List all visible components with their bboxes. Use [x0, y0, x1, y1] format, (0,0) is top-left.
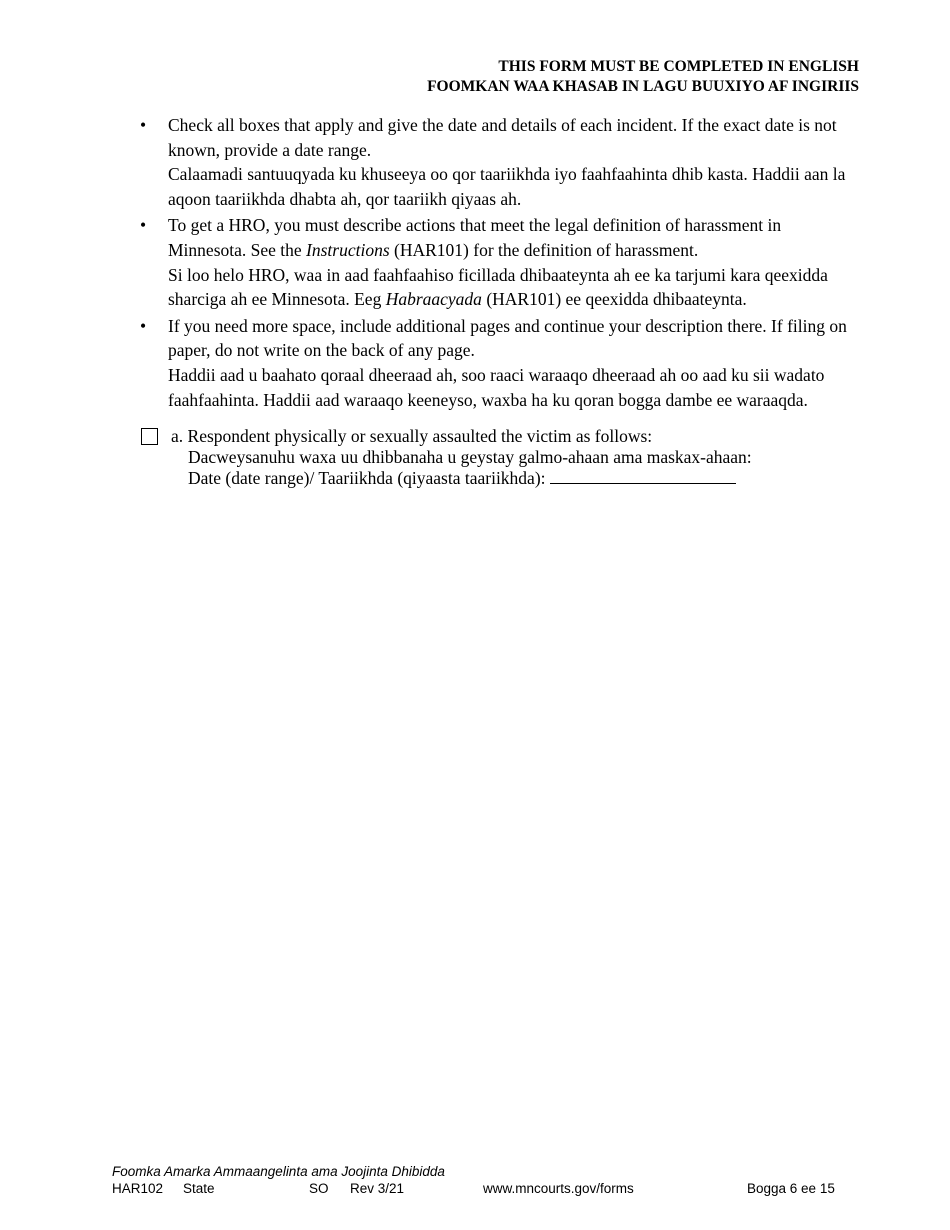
notice-somali: FOOMKAN WAA KHASAB IN LAGU BUUXIYO AF INGIRIIS [427, 78, 859, 95]
instruction-check-boxes [140, 113, 850, 211]
item-a-somali: Dacweysanuhu waxa uu dhibbanaha u geystay galmo-ahaan ama maskax-ahaan: [188, 447, 752, 467]
footer-revision: Rev 3/21 [350, 1181, 405, 1196]
footer-language: SO [309, 1181, 329, 1196]
form-language-notice [427, 57, 859, 97]
instructions-reference-somali: Habraacyada [385, 289, 482, 310]
footer-form-title: Foomka Amarka Ammaangelinta ama Joojinta Dhibidda [112, 1164, 445, 1179]
date-row [140, 468, 850, 489]
page-footer [112, 1163, 852, 1197]
notice-english: THIS FORM MUST BE COMPLETED IN ENGLISH [498, 58, 859, 75]
item-a-english: a. Respondent physically or sexually assaulted the victim as follows: [171, 426, 653, 446]
item-a-assault [140, 426, 850, 489]
footer-jurisdiction: State [183, 1181, 215, 1196]
instruction-english: To get a HRO, you must describe actions that meet the legal definition of harassment in Minnesota. See the Instructions (HAR101) for the definition of harassment. [168, 215, 782, 260]
instruction-english: Check all boxes that apply and give the date and details of each incident. If the exact date is not known, provide a date range. [168, 115, 837, 160]
date-input-line[interactable] [550, 468, 736, 484]
instruction-english: If you need more space, include additional pages and continue your description there. If filing on paper, do not write on the back of any page. [168, 315, 847, 361]
footer-url: www.mncourts.gov/forms [483, 1181, 634, 1196]
instructions-list [140, 113, 850, 414]
instruction-somali: Si loo helo HRO, waa in aad faahfaahiso ficillada dhibaateynta ah ee ka tarjumi kara qeexidda sharciga ah ee Minnesota. Eeg Habraacyada (HAR101) ee qeexidda dhibaateynta. [168, 264, 828, 310]
date-label: Date (date range)/ Taariikhda (qiyaasta taariikhda): [188, 468, 546, 488]
bullet-icon: • [140, 215, 147, 236]
footer-page-number: Bogga 6 ee 15 [747, 1181, 835, 1196]
footer-form-code: HAR102 [112, 1181, 164, 1196]
footer-info-row [112, 1180, 852, 1197]
bullet-icon: • [140, 115, 147, 135]
instruction-definition [140, 213, 850, 311]
assault-checkbox[interactable] [141, 428, 158, 445]
instructions-reference: Instructions [306, 239, 390, 260]
instruction-more-space [140, 314, 850, 412]
instruction-somali: Haddii aad u baahato qoraal dheeraad ah, soo raaci waraaqo dheeraad ah oo aad ku sii wadato faahfaahinta. Haddii aad waraaqo keeneyso, waxba ha ku qoran bogga dambe ee waraaqda. [168, 364, 825, 410]
bullet-icon: • [140, 315, 147, 336]
instruction-somali: Calaamadi santuuqyada ku khuseeya oo qor taariikhda iyo faahfaahinta dhib kasta. Haddii aan la aqoon taariikhda dhabta ah, qor taariikh qiyaas ah. [168, 164, 846, 209]
